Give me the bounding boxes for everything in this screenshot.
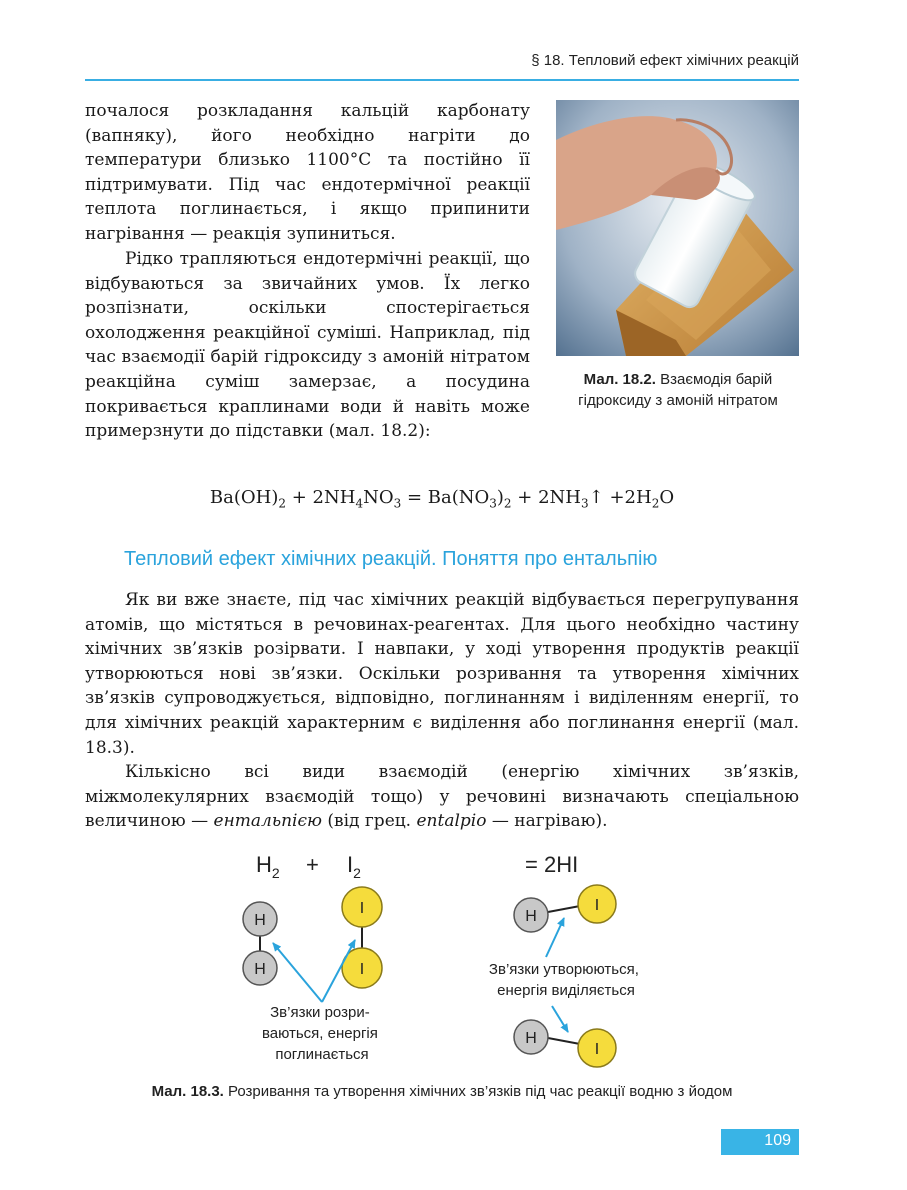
photo-caption-text: Взаємодія барій гідроксиду з амоній нітратом (578, 371, 778, 409)
paragraph-3: Як ви вже знаєте, під час хімічних реакцій відбувається перегрупування атомів, що містяться в речовинах-реагентах. Для цього необхідно частину хімічних зв’язків розірвати. І навпаки, у ході утворення продуктів реакції утворюються нові зв’язки. Оскільки розривання та утворення хімічних зв’язків супроводжується, відповідно, поглинанням і виділенням енергії, то для хімічних реакцій характерним є виділення або поглинання енергії (мал. 18.3). (85, 590, 799, 758)
label-h2: $H_2$ (256, 852, 280, 881)
figure-caption-text: Розривання та утворення хімічних зв’язків під час реакції водню з йодом (223, 1083, 733, 1100)
eq-sub: 3 (489, 496, 497, 511)
atom-h-hi-top (514, 898, 548, 932)
svg-text:H: H (525, 1030, 537, 1047)
label-result: = 2HI (525, 852, 579, 877)
p4-end: — нагріваю). (486, 811, 608, 832)
p4-mid: (від грец. (321, 811, 417, 832)
label-plus: + (306, 852, 319, 877)
eq-sub: 2 (278, 496, 286, 511)
paragraph-2: Рідко трапляються ендотермічні реакції, що відбуваються за звичайних умов. Їх легко розпізнати, оскільки спостерігається охолодження реакційної суміші. Наприклад, під час взаємодії барій гідроксиду з амоній нітратом реакційна суміш замерзає, а посудина покривається краплинами води й навіть може примерзнути до підставки (мал. 18.2): (85, 249, 530, 442)
eq-sub: 2 (503, 496, 512, 511)
eq-sub: 3 (393, 496, 402, 511)
p4-start: Кількісно всі види взаємодій (енергію хімічних зв’язків, міжмолекулярних взаємодій тощо) у речовині визначають спеціальною величиною — (85, 762, 799, 832)
svg-text:H: H (254, 912, 266, 929)
atom-h-hi-bottom (514, 1020, 548, 1054)
bond-h-i-bottom (548, 1038, 580, 1044)
eq-sub: 4 (355, 496, 364, 511)
atom-h-bottom (243, 951, 277, 985)
arrow-to-h-bond (273, 943, 322, 1002)
section-title: Тепловий ефект хімічних реакцій. Поняття про ентальпію (124, 548, 658, 570)
atom-i-hi-top (578, 885, 616, 923)
label-bonds-break: Зв’язки розри- ваються, енергія поглинається (261, 1004, 378, 1063)
figure-caption (85, 1083, 799, 1100)
svg-text:H: H (525, 908, 537, 925)
eq-part: = Ba(NO (401, 487, 490, 508)
svg-text:I: I (594, 1041, 600, 1058)
svg-text:I: I (594, 897, 600, 914)
eq-part: + 2NH (511, 487, 581, 508)
eq-part: Ba(OH) (209, 487, 279, 508)
figure-caption-label: Мал. 18.3. (151, 1083, 224, 1100)
label-bonds-form: Зв’язки утворюються, енергія виділяється (488, 961, 639, 999)
bond-h-i-top (548, 906, 580, 912)
svg-text:I: I (359, 961, 365, 978)
paragraph-1: почалося розкладання кальцій карбонату (вапняку), його необхідно нагріти до температури близько 1100°С та постійно її підтримувати. Під час ендотермічної реакції теплота поглинається, і якщо припинити нагрівання — реакція зупиниться. (85, 101, 530, 244)
atom-i-top (342, 887, 382, 927)
running-header: § 18. Тепловий ефект хімічних реакцій (531, 52, 799, 69)
label-i2: $I_2$ (347, 852, 361, 881)
eq-part: ) (496, 487, 504, 508)
arrow-to-hi-top (546, 918, 564, 957)
atom-h-top (243, 902, 277, 936)
eq-part: O (659, 487, 675, 508)
page-number: 109 (764, 1132, 791, 1149)
eq-part: + 2NH (286, 487, 356, 508)
atom-i-hi-bottom (578, 1029, 616, 1067)
arrow-to-hi-bottom (552, 1006, 568, 1032)
eq-part: ↑ +2H (588, 487, 652, 508)
svg-text:H: H (254, 961, 266, 978)
greek-word: entalpio (416, 811, 487, 832)
eq-sub: 2 (651, 496, 660, 511)
term-enthalpy: ентальпією (213, 811, 322, 832)
eq-part: NO (363, 487, 394, 508)
page-number-box (721, 1129, 799, 1155)
svg-text:I: I (359, 900, 365, 917)
photo-caption-label: Мал. 18.2. (583, 371, 656, 388)
eq-sub: 3 (581, 496, 589, 511)
